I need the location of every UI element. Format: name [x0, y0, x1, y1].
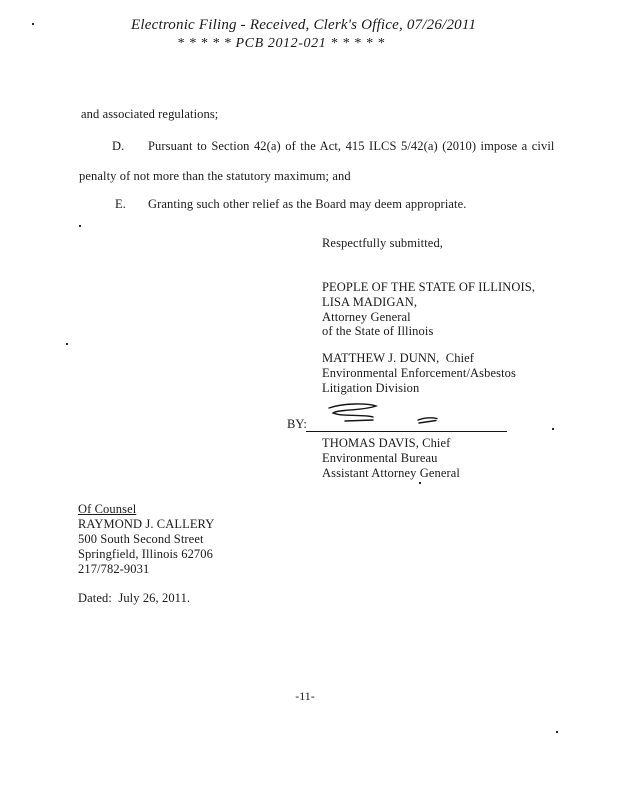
scan-speck [79, 225, 81, 227]
counsel-line: RAYMOND J. CALLERY [78, 517, 215, 531]
counsel-line: 500 South Second Street [78, 532, 204, 546]
page-number: -11- [295, 689, 315, 703]
scan-speck [32, 23, 34, 25]
scan-speck [66, 343, 68, 345]
counsel-line: Springfield, Illinois 62706 [78, 547, 213, 561]
signer-line: THOMAS DAVIS, Chief [322, 436, 451, 450]
signer-line: Assistant Attorney General [322, 466, 460, 480]
signer-line: Environmental Bureau [322, 451, 438, 465]
item-d-text: Pursuant to Section 42(a) of the Act, 415 ILCS 5/42(a) (2010) impose a civil [148, 139, 555, 153]
of-counsel-heading: Of Counsel [78, 502, 137, 516]
prayer-item-e [115, 197, 466, 211]
party-line: Attorney General [322, 310, 411, 324]
dated-line: Dated: July 26, 2011. [78, 591, 191, 605]
prayer-item-d-continuation: penalty of not more than the statutory maximum; and [79, 169, 351, 183]
party-line: PEOPLE OF THE STATE OF ILLINOIS, [322, 280, 536, 294]
scan-speck [552, 428, 554, 430]
item-e-label: E. [115, 197, 126, 211]
scan-speck [419, 482, 421, 484]
item-d-label: D. [112, 139, 125, 153]
party-line: LISA MADIGAN, [322, 295, 418, 309]
prayer-item-d [112, 139, 554, 153]
party-line: of the State of Illinois [322, 324, 434, 338]
scan-speck [556, 731, 558, 733]
division-line: Environmental Enforcement/Asbestos [322, 366, 516, 380]
signature-scribble [315, 399, 475, 433]
salutation: Respectfully submitted, [322, 236, 444, 250]
division-line: MATTHEW J. DUNN, Chief [322, 351, 475, 365]
by-label: BY: [287, 417, 307, 431]
docket-number-line: * * * * * PCB 2012-021 * * * * * [177, 36, 385, 51]
paragraph-continuation: and associated regulations; [81, 107, 219, 121]
counsel-line: 217/782-9031 [78, 562, 150, 576]
efiling-header-line: Electronic Filing - Received, Clerk's Office, 07/26/2011 [131, 17, 477, 33]
division-line: Litigation Division [322, 381, 420, 395]
item-e-text: Granting such other relief as the Board may deem appropriate. [148, 197, 467, 211]
